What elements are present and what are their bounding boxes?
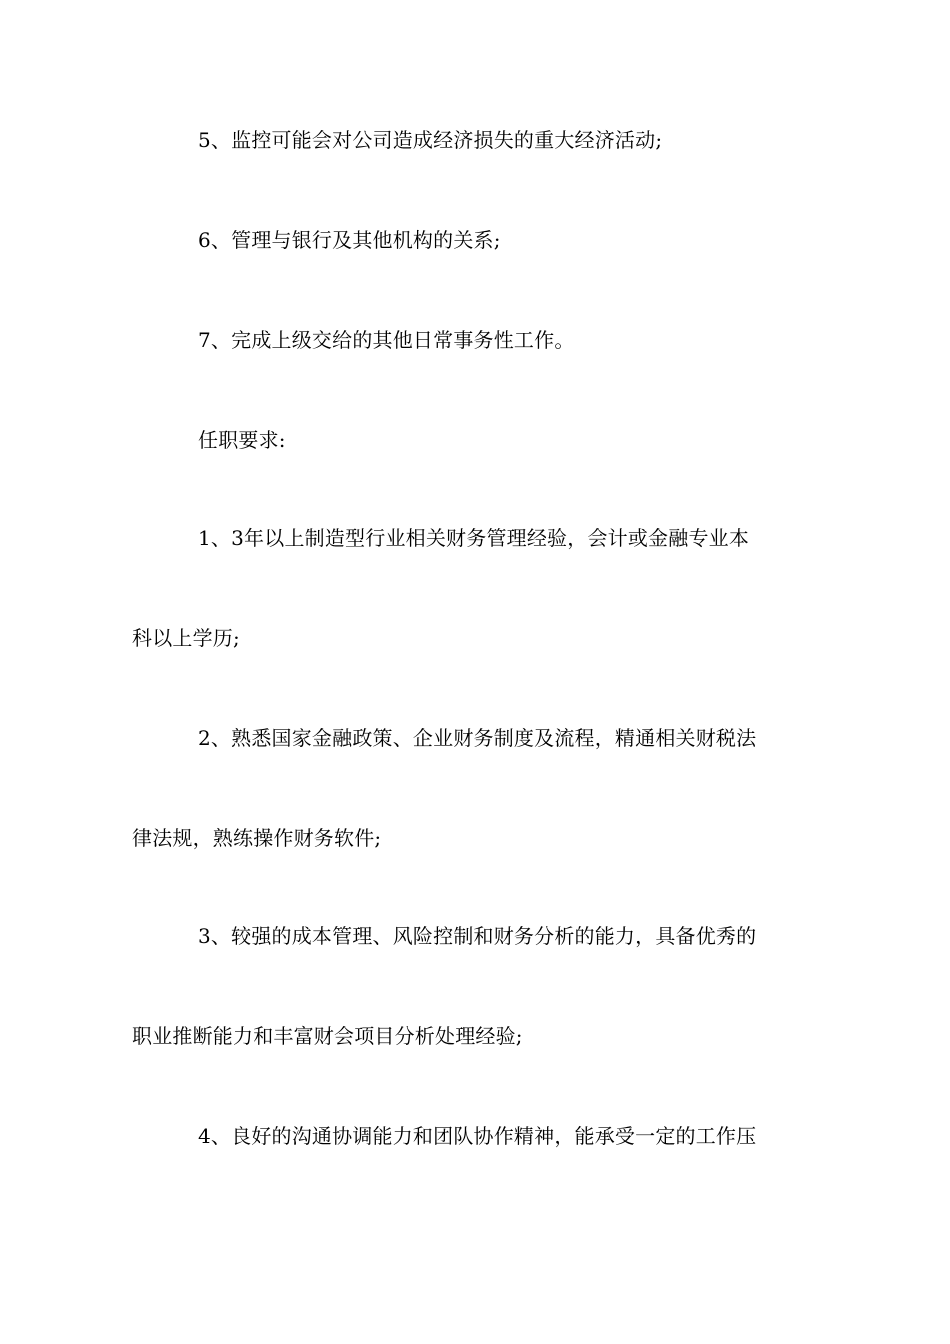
requirement-item-2-line-2: 律法规，熟练操作财务软件; [132, 826, 382, 850]
duty-item-5: 5、监控可能会对公司造成经济损失的重大经济活动; [198, 128, 663, 152]
requirement-item-1-line-1: 1、3年以上制造型行业相关财务管理经验，会计或金融专业本 [198, 526, 750, 550]
duty-item-7: 7、完成上级交给的其他日常事务性工作。 [198, 328, 575, 352]
requirement-item-1-line-2: 科以上学历; [132, 626, 240, 650]
duty-item-6: 6、管理与银行及其他机构的关系; [198, 228, 501, 252]
requirement-item-3-line-1: 3、较强的成本管理、风险控制和财务分析的能力，具备优秀的 [198, 924, 757, 948]
requirement-item-3-line-2: 职业推断能力和丰富财会项目分析处理经验; [132, 1024, 523, 1048]
requirement-item-2-line-1: 2、熟悉国家金融政策、企业财务制度及流程，精通相关财税法 [198, 726, 757, 750]
requirement-item-4-line-1: 4、良好的沟通协调能力和团队协作精神，能承受一定的工作压 [198, 1124, 757, 1148]
requirements-heading: 任职要求: [198, 428, 286, 452]
